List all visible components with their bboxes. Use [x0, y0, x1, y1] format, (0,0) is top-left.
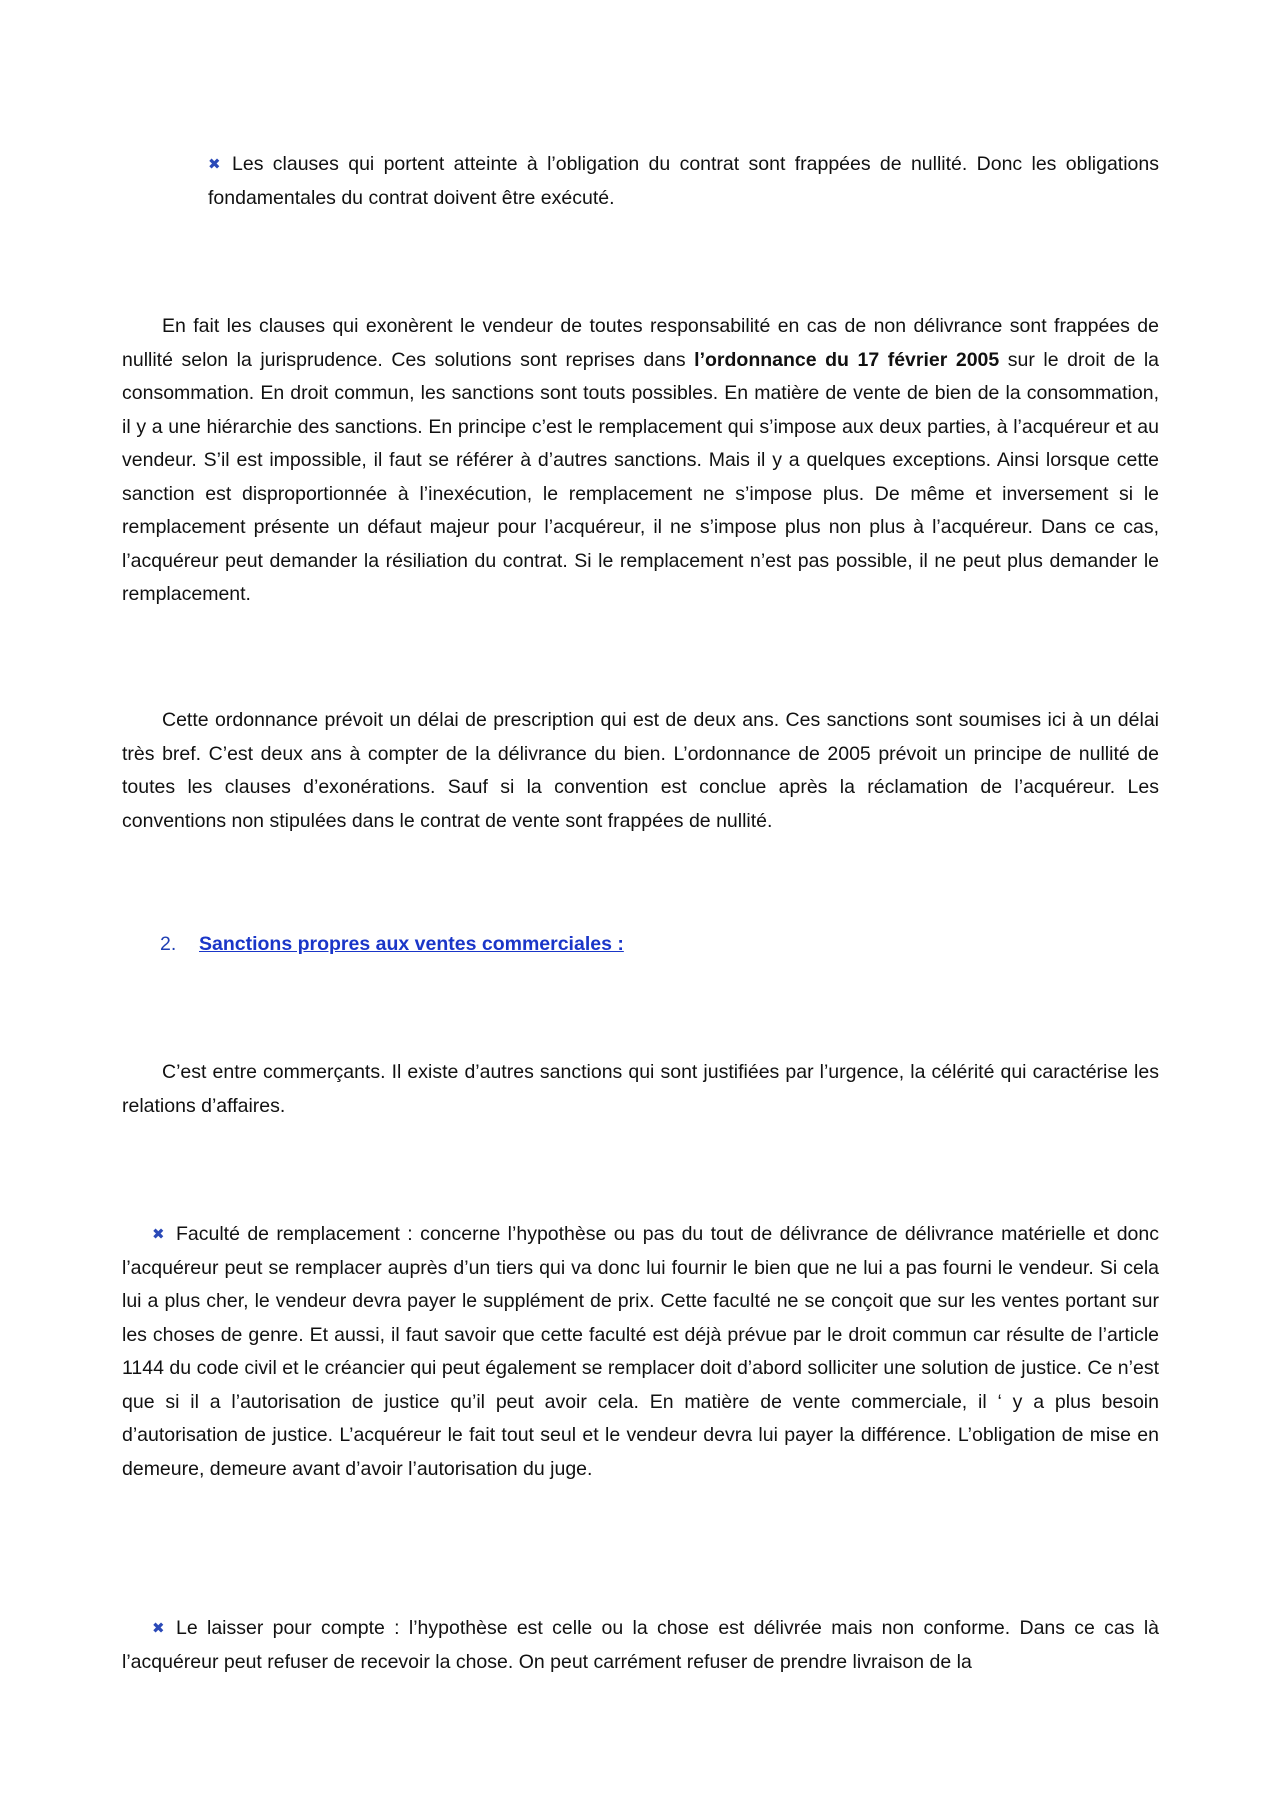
cross-bullet-icon: ✖	[152, 1226, 165, 1243]
bullet-paragraph-faculte-remplacement	[122, 1218, 1159, 1486]
cross-bullet-icon: ✖	[208, 156, 221, 173]
paragraph-clauses-exoneration	[122, 310, 1159, 612]
paragraph-text: Faculté de remplacement : concerne l’hypothèse ou pas du tout de délivrance de délivrance matérielle et donc l’acquéreur peut se remplacer auprès d’un tiers qui va donc lui fournir le bien que ne lui a pas fourni le vendeur. Si cela lui a plus cher, le vendeur devra payer le supplément de prix. Cette faculté ne se conçoit que sur les ventes portant sur les choses de genre. Et aussi, il faut savoir que cette faculté est déjà prévue par le droit commun car résulte de l’article 1144 du code civil et le créancier qui peut également se remplacer doit d’abord solliciter une solution de justice. Ce n’est que si il a l’autorisation de justice qu’il peut avoir cela. En matière de vente commerciale, il ‘ y a plus besoin d’autorisation de justice. L’acquéreur le fait tout seul et le vendeur devra lui payer la différence. L’obligation de mise en demeure, demeure avant d’avoir l’autorisation du juge.	[122, 1223, 1159, 1480]
cross-bullet-icon: ✖	[152, 1620, 165, 1637]
paragraph-text: Le laisser pour compte : l’hypothèse est celle ou la chose est délivrée mais non conforme. Dans ce cas là l’acquéreur peut refuser de recevoir la chose. On peut carrément refuser de prendre livraison de la	[122, 1617, 1159, 1673]
paragraph-commercants	[122, 1056, 1159, 1123]
paragraph-text: C’est entre commerçants. Il existe d’autres sanctions qui sont justifiées par l’urgence, la célérité qui caractérise les relations d’affaires.	[122, 1061, 1159, 1117]
section-heading	[160, 928, 624, 961]
paragraph-text: Les clauses qui portent atteinte à l’obligation du contrat sont frappées de nullité. Donc les obligations fondamentales du contrat doivent être exécuté.	[208, 153, 1159, 209]
bold-reference: l’ordonnance du 17 février 2005	[694, 348, 1000, 371]
paragraph-delai-prescription	[122, 704, 1159, 838]
bullet-paragraph-laisser-pour-compte	[122, 1612, 1159, 1679]
heading-title: Sanctions propres aux ventes commerciales :	[199, 933, 624, 955]
paragraph-text: Cette ordonnance prévoit un délai de prescription qui est de deux ans. Ces sanctions sont soumises ici à un délai très bref. C’est deux ans à compter de la délivrance du bien. L’ordonnance de 2005 prévoit un principe de nullité de toutes les clauses d’exonérations. Sauf si la convention est conclue après la réclamation de l’acquéreur. Les conventions non stipulées dans le contrat de vente sont frappées de nullité.	[122, 709, 1159, 832]
bullet-paragraph-nullite	[208, 148, 1159, 215]
heading-number: 2.	[160, 933, 177, 955]
paragraph-text: sur le droit de la consommation. En droit commun, les sanctions sont touts possibles. En matière de vente de bien de la consommation, il y a une hiérarchie des sanctions. En principe c’est le remplacement qui s’impose aux deux parties, à l’acquéreur et au vendeur. S’il est impossible, il faut se référer à d’autres sanctions. Mais il y a quelques exceptions. Ainsi lorsque cette sanction est disproportionnée à l’inexécution, le remplacement ne s’impose plus. De même et inversement si le remplacement présente un défaut majeur pour l’acquéreur, il ne s’impose plus non plus à l’acquéreur. Dans ce cas, l’acquéreur peut demander la résiliation du contrat. Si le remplacement n’est pas possible, il ne peut plus demander le remplacement.	[122, 348, 1160, 605]
paragraph-text: En fait les clauses qui exonèrent le vendeur de toutes responsabilité en cas de non délivrance sont frappées de nullité selon la jurisprudence. Ces solutions sont reprises dans	[122, 315, 1159, 371]
